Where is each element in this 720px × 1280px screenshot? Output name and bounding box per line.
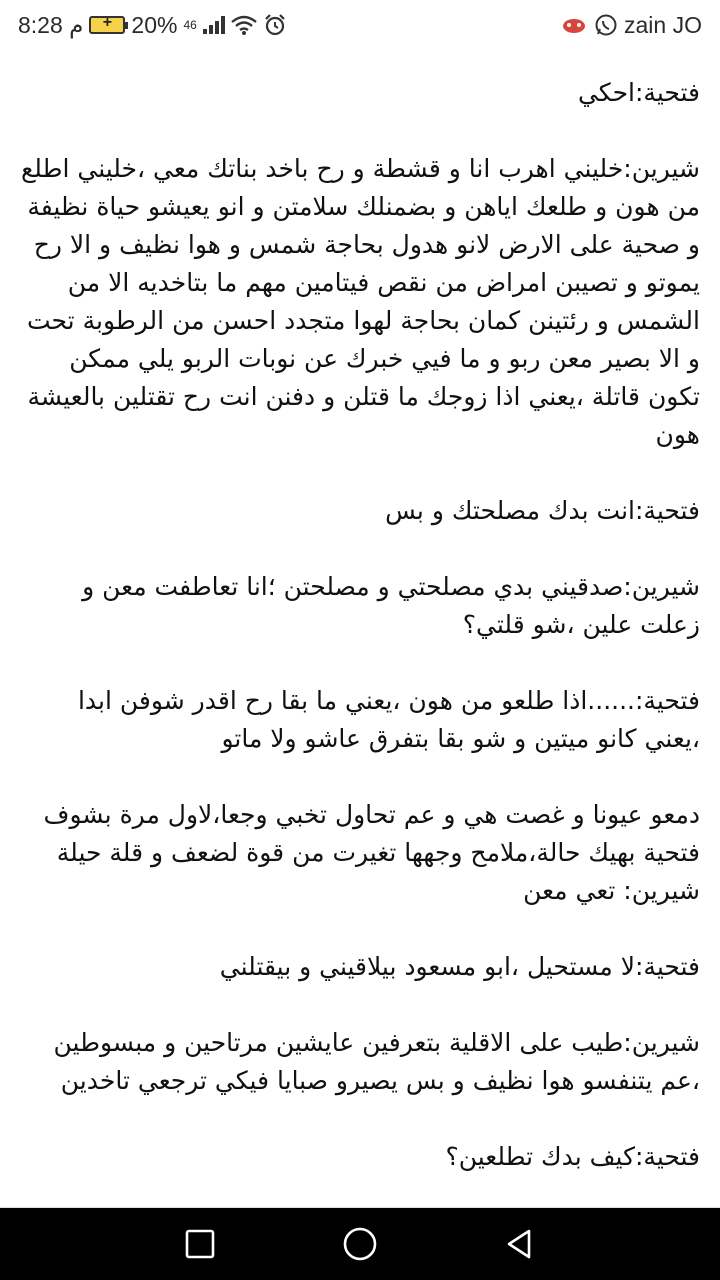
carrier-name: zain JO (624, 11, 702, 38)
status-left (18, 12, 287, 39)
home-button[interactable] (338, 1222, 382, 1266)
paragraph: فتحية:احكي (577, 78, 700, 107)
navigation-bar (0, 1208, 720, 1280)
wifi-icon (231, 15, 257, 35)
battery-icon: + (89, 16, 125, 34)
whatsapp-icon (594, 13, 618, 37)
story-text-area[interactable] (0, 50, 720, 1208)
status-bar (0, 0, 720, 50)
circle-icon (342, 1226, 378, 1262)
battery-percent: 20% (131, 11, 178, 38)
square-icon (184, 1228, 216, 1260)
paragraph: فتحية:......اذا طلعو من هون ،يعني ما بقا رح اقدر شوفن ابدا ،يعني كانو ميتين و شو بقا بتفرق عاشو ولا ماتو (77, 686, 700, 753)
paragraph: شيرين:خليني اهرب انا و قشطة و رح باخد بناتك معي ،خليني اطلع من هون و طلعك اياهن و بضمنلك سلامتن و انو يعيشو حياة نظيفة و صحية على الارض لانو هدول بحاجة شمس و هوا نظيف و الا رح يموتو و تصيبن امراض من نقص فيتامين مهم ما بتاخديه الا من الشمس و رئتينن كمان بحاجة لهوا متجدد احسن من الرطوبة تحت و الا بصير معن ربو و ما فيي خبرك عن نوبات الربو يلي ممكن تكون قاتلة ،يعني اذا زوجك ما قتلن و دفنن انت رح تقتلين بالعيشة هون (20, 154, 700, 449)
paragraph: شيرين:طيب على الاقلية بتعرفين عايشين مرتاحين و مبسوطين ،عم يتنفسو هوا نظيف و بس يصيرو صبايا فيكي ترجعي تاخدين (53, 1028, 700, 1095)
paragraph: فتحية:كيف بدك تطلعين؟ (445, 1142, 700, 1171)
paragraph: دمعو عيونا و غصت هي و عم تحاول تخبي وجعا،لاول مرة بشوف فتحية بهيك حالة،ملامح وجهها تغيرت من قوة لضعف و قلة حيلة شيرين: تعي معن (43, 800, 700, 905)
back-button[interactable] (498, 1222, 542, 1266)
status-right (560, 12, 702, 39)
paragraph: فتحية:انت بدك مصلحتك و بس (385, 496, 700, 525)
network-type: 46 (183, 17, 197, 32)
paragraph: فتحية:لا مستحيل ،ابو مسعود بيلاقيني و بيقتلني (219, 952, 700, 981)
signal-icon (203, 16, 225, 34)
triangle-back-icon (503, 1227, 537, 1261)
recent-apps-button[interactable] (178, 1222, 222, 1266)
clock: 8:28 م (18, 11, 84, 38)
paragraph: شيرين:صدقيني بدي مصلحتي و مصلحتن ؛انا تعاطفت معن و زعلت علين ،شو قلتي؟ (82, 572, 700, 639)
alarm-icon (263, 13, 287, 37)
app-notification-icon (560, 14, 588, 36)
